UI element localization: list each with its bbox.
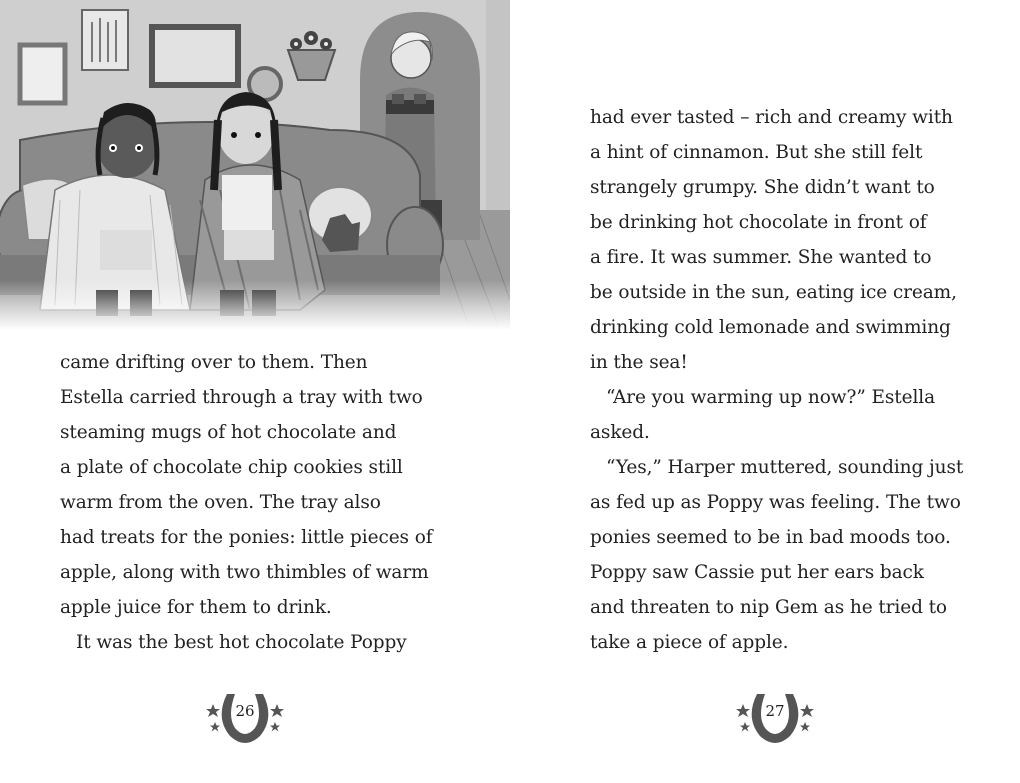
text-line: as fed up as Poppy was feeling. The two xyxy=(590,492,961,513)
text-line: apple, along with two thimbles of warm xyxy=(60,562,429,583)
page-number-badge xyxy=(735,688,815,748)
page-number-badge xyxy=(205,688,285,748)
text-line: warm from the oven. The tray also xyxy=(60,492,381,513)
page-number: 26 xyxy=(235,702,255,720)
text-line: “Are you warming up now?” Estella xyxy=(606,387,936,408)
text-line: had ever tasted – rich and creamy with xyxy=(590,107,953,128)
text-line: take a piece of apple. xyxy=(590,632,789,653)
text-line: and threaten to nip Gem as he tried to xyxy=(590,597,947,618)
text-line: be outside in the sun, eating ice cream, xyxy=(590,282,957,303)
right-page xyxy=(510,0,1020,783)
illustration-svg xyxy=(0,0,510,330)
text-line: “Yes,” Harper muttered, sounding just xyxy=(606,457,964,478)
right-page-text xyxy=(590,100,1010,660)
text-line: strangely grumpy. She didn’t want to xyxy=(590,177,935,198)
left-page-text xyxy=(60,345,480,660)
text-line: came drifting over to them. Then xyxy=(60,352,368,373)
text-line: It was the best hot chocolate Poppy xyxy=(76,632,407,653)
wall-frame-large xyxy=(152,27,238,85)
page-number: 27 xyxy=(765,702,785,720)
text-line: a fire. It was summer. She wanted to xyxy=(590,247,932,268)
wall-tapestry xyxy=(82,10,128,70)
text-line: ponies seemed to be in bad moods too. xyxy=(590,527,951,548)
text-line: apple juice for them to drink. xyxy=(60,597,332,618)
text-line: asked. xyxy=(590,422,650,443)
text-line: had treats for the ponies: little pieces of xyxy=(60,527,433,548)
illustration-girls-on-sofa xyxy=(0,0,510,330)
text-line: steaming mugs of hot chocolate and xyxy=(60,422,397,443)
text-line: in the sea! xyxy=(590,352,688,373)
wall-frame-small xyxy=(20,45,65,103)
text-line: be drinking hot chocolate in front of xyxy=(590,212,927,233)
text-line: Estella carried through a tray with two xyxy=(60,387,423,408)
text-line: a plate of chocolate chip cookies still xyxy=(60,457,403,478)
text-line: drinking cold lemonade and swimming xyxy=(590,317,951,338)
text-line: Poppy saw Cassie put her ears back xyxy=(590,562,924,583)
text-line: a hint of cinnamon. But she still felt xyxy=(590,142,923,163)
